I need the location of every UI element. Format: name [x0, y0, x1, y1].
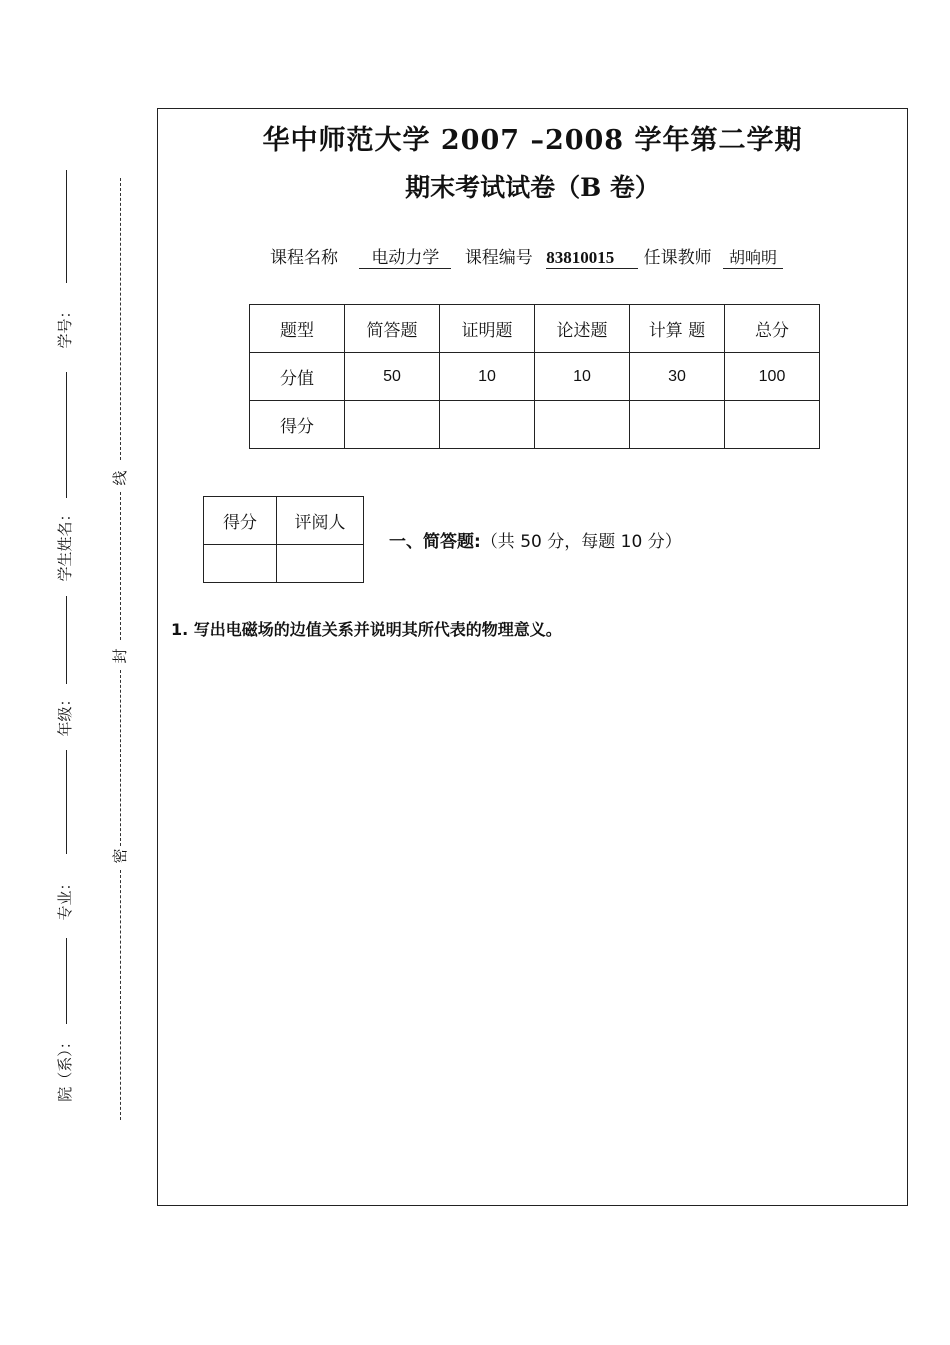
section-title: 一、简答题:: [389, 532, 481, 552]
value-cell: 30: [630, 353, 725, 401]
header-cell: 计算 题: [630, 305, 725, 353]
binding-line-top: [66, 170, 67, 283]
major-label: 专业：: [56, 875, 74, 921]
grader-name-label: 评阅人: [277, 497, 364, 545]
header-cell: 证明题: [440, 305, 535, 353]
exam-frame: [157, 108, 908, 1206]
score-label: 得分: [250, 401, 345, 449]
exam-subtitle: 期末考试试卷（B 卷）: [405, 173, 660, 202]
header-cell: 论述题: [535, 305, 630, 353]
grader-table-entry-row: [204, 545, 364, 583]
score-table-values-row: [250, 353, 820, 401]
grader-score-label: 得分: [204, 497, 277, 545]
seal-dashed-line-4: [120, 870, 121, 1120]
student-name-label: 学生姓名：: [56, 506, 74, 582]
course-code-label: 课程编号: [464, 248, 533, 268]
header-cell: 题型: [250, 305, 345, 353]
binding-line-grade-major: [66, 750, 67, 854]
course-name-label: 课程名称: [270, 248, 338, 268]
grader-score-entry[interactable]: [204, 545, 277, 583]
seal-char-secret: 密: [111, 848, 129, 864]
question-item: 1. 写出电磁场的边值关系并说明其所代表的物理意义。: [171, 620, 562, 639]
seal-char-line: 线: [111, 470, 129, 486]
section-detail: （共 50 分，每题 10 分）: [480, 532, 682, 552]
header-cell: 总分: [725, 305, 820, 353]
course-info: [270, 243, 783, 269]
grader-table: [203, 496, 364, 583]
department-label: 院（系）：: [56, 1034, 74, 1102]
course-name-value: 电动力学: [359, 243, 451, 269]
grader-table-header-row: [204, 497, 364, 545]
header-cell: 简答题: [345, 305, 440, 353]
course-code-value: 83810015: [546, 248, 638, 269]
values-label: 分值: [250, 353, 345, 401]
score-table: [249, 304, 820, 449]
section-heading: [389, 527, 682, 552]
binding-line-id-name: [66, 372, 67, 498]
value-cell: 50: [345, 353, 440, 401]
teacher-label: 任课教师: [643, 248, 712, 268]
score-entry-cell[interactable]: [630, 401, 725, 449]
value-cell: 100: [725, 353, 820, 401]
score-entry-cell[interactable]: [535, 401, 630, 449]
teacher-value: 胡响明: [723, 245, 783, 269]
score-entry-cell[interactable]: [345, 401, 440, 449]
score-entry-cell[interactable]: [725, 401, 820, 449]
grade-label: 年级：: [56, 691, 74, 737]
score-entry-cell[interactable]: [440, 401, 535, 449]
student-id-label: 学号：: [56, 303, 74, 349]
score-table-header-row: [250, 305, 820, 353]
seal-char-seal: 封: [111, 648, 129, 664]
value-cell: 10: [440, 353, 535, 401]
seal-dashed-line-1: [120, 178, 121, 460]
value-cell: 10: [535, 353, 630, 401]
binding-line-major-dept: [66, 938, 67, 1024]
grader-name-entry[interactable]: [277, 545, 364, 583]
score-table-score-row: [250, 401, 820, 449]
exam-title: 华中师范大学 2007 –2008 学年第二学期: [262, 125, 803, 156]
